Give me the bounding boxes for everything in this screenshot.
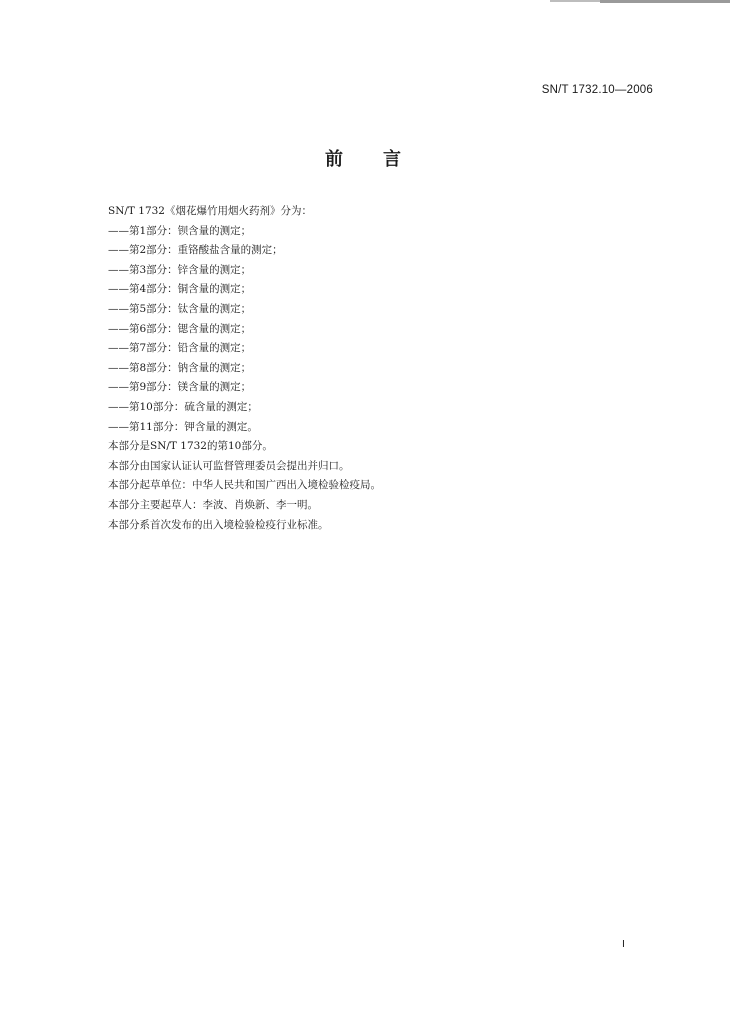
first-release-statement: 本部分系首次发布的出入境检验检疫行业标准。 bbox=[108, 518, 329, 531]
drafters-statement: 本部分主要起草人：李波、肖焕新、李一明。 bbox=[108, 498, 318, 511]
list-item-part-6: ——第6部分：锶含量的测定； bbox=[108, 322, 252, 335]
foreword-body bbox=[108, 202, 628, 535]
list-item-part-1: ——第1部分：钡含量的测定； bbox=[108, 224, 252, 237]
drafting-unit-statement: 本部分起草单位：中华人民共和国广西出入境检验检疫局。 bbox=[108, 479, 381, 492]
top-edge-line-dark bbox=[600, 0, 730, 3]
page-title: 前言 bbox=[325, 149, 441, 170]
standard-code: SN/T 1732.10—2006 bbox=[541, 84, 653, 96]
page-number: I bbox=[622, 938, 625, 950]
part-statement: 本部分是SN/T 1732的第10部分。 bbox=[108, 440, 273, 453]
list-item-part-8: ——第8部分：钠含量的测定； bbox=[108, 361, 252, 374]
list-item-part-2: ——第2部分：重铬酸盐含量的测定； bbox=[108, 244, 283, 257]
list-item-part-4: ——第4部分：铜含量的测定； bbox=[108, 283, 252, 296]
proposer-statement: 本部分由国家认证认可监督管理委员会提出并归口。 bbox=[108, 459, 350, 472]
list-item-part-5: ——第5部分：钛含量的测定； bbox=[108, 302, 252, 315]
intro-line: SN/T 1732《烟花爆竹用烟火药剂》分为： bbox=[108, 205, 312, 217]
list-item-part-11: ——第11部分：钾含量的测定。 bbox=[108, 420, 258, 433]
list-item-part-9: ——第9部分：镁含量的测定； bbox=[108, 381, 252, 394]
list-item-part-7: ——第7部分：铅含量的测定； bbox=[108, 342, 252, 355]
list-item-part-3: ——第3部分：锌含量的测定； bbox=[108, 263, 252, 276]
list-item-part-10: ——第10部分：硫含量的测定； bbox=[108, 400, 258, 413]
